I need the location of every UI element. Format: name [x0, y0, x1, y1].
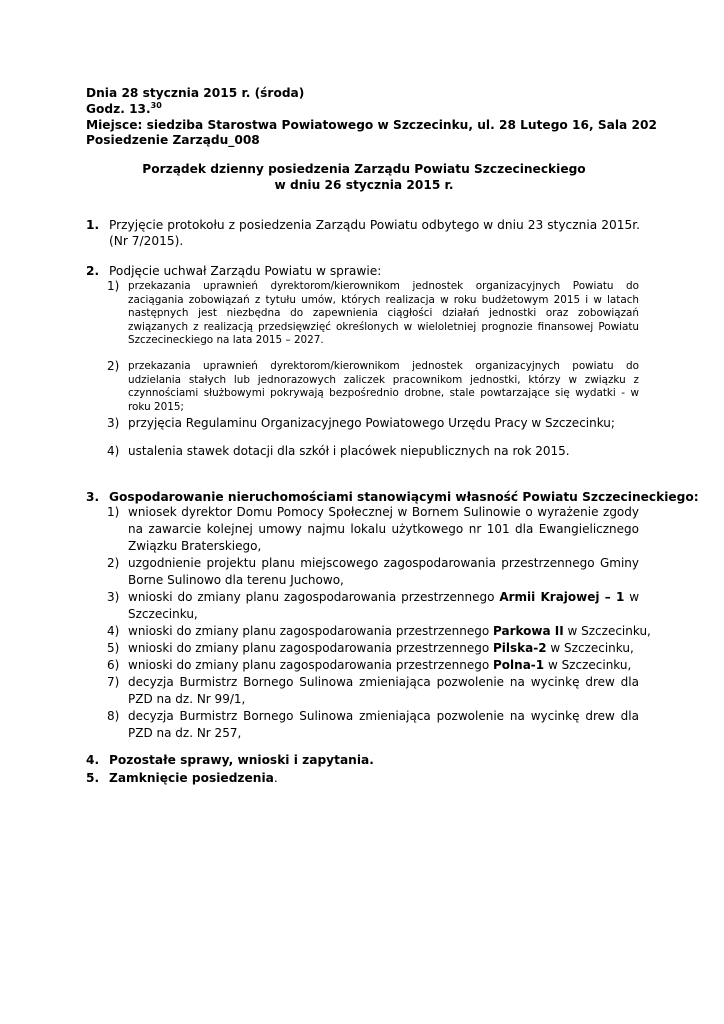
- sub-item-text-post: w Szczecinku,: [128, 590, 640, 621]
- sub-item-number: 1): [107, 279, 120, 293]
- sub-item-text: decyzja Burmistrz Bornego Sulinowa zmieniająca pozwolenie na wycinkę drew dla PZD na dz. Nr 257,: [128, 709, 639, 740]
- sub-item-text-post: w Szczecinku,: [546, 641, 634, 655]
- agenda-item-number: 4.: [86, 753, 100, 767]
- sub-item-text: przekazania uprawnień dyrektorom/kierownikom jednostek organizacyjnych powiatu do udzielania stałych lub jednorazowych zaliczek pracownikom jednostki, którzy w związku z czynnościami służbowymi pokrywają bezpośrednio drobne, stale powtarzające się wydatki - w roku 2015;: [128, 360, 639, 413]
- sub-item-text: uzgodnienie projektu planu miejscowego zagospodarowania przestrzennego Gminy Borne Sulinowo dla terenu Juchowo,: [128, 556, 639, 587]
- property-item-1: [107, 504, 639, 554]
- sub-item-text-pre: wnioski do zmiany planu zagospodarowania przestrzennego: [128, 658, 493, 672]
- sub-item-number: 2): [107, 556, 120, 570]
- sub-item-number: 7): [107, 675, 120, 689]
- agenda-item-text-bold: Zamknięcie posiedzenia: [109, 771, 274, 785]
- property-item-6: [107, 657, 639, 674]
- agenda-item-number: 1.: [86, 218, 100, 232]
- sub-item-text-pre: wnioski do zmiany planu zagospodarowania przestrzennego: [128, 641, 493, 655]
- agenda-item-4: [86, 752, 640, 768]
- agenda-item-text: [109, 770, 640, 786]
- resolution-item-1: [107, 280, 639, 348]
- agenda-item-5: [86, 770, 640, 786]
- resolution-item-2: [107, 360, 639, 414]
- sub-item-text: przyjęcia Regulaminu Organizacyjnego Powiatowego Urzędu Pracy w Szczecinku;: [128, 416, 615, 430]
- agenda-item-text: Pozostałe sprawy, wnioski i zapytania.: [109, 753, 374, 767]
- sub-item-number: 2): [107, 359, 120, 373]
- sub-item-text: [128, 623, 651, 640]
- agenda-item-text: Przyjęcie protokołu z posiedzenia Zarządu Powiatu odbytego w dniu 23 stycznia 2015r. (Nr 7/2015).: [109, 218, 640, 248]
- sub-item-number: 6): [107, 658, 120, 672]
- plan-name: Polna-1: [493, 658, 545, 672]
- meeting-time-label: Godz. 13.: [86, 101, 151, 116]
- sub-item-number: 3): [107, 416, 120, 430]
- agenda-item-1: [86, 217, 640, 249]
- meeting-number: Posiedzenie Zarządu_008: [86, 133, 260, 148]
- sub-item-text-post: w Szczecinku,: [563, 624, 651, 638]
- property-item-8: [107, 708, 639, 742]
- agenda-item-text: Podjęcie uchwał Zarządu Powiatu w sprawie:: [109, 264, 382, 278]
- agenda-item-3: [86, 489, 699, 505]
- sub-item-text: [128, 657, 639, 674]
- sub-item-number: 3): [107, 590, 120, 604]
- property-item-3: [107, 589, 639, 623]
- property-item-5: [107, 640, 639, 657]
- property-item-2: [107, 555, 639, 589]
- meeting-time: [86, 102, 657, 118]
- agenda-item-trail: .: [273, 771, 278, 785]
- meeting-place: Miejsce: siedziba Starostwa Powiatowego w Szczecinku, ul. 28 Lutego 16, Sala 202: [86, 117, 657, 132]
- sub-item-text: decyzja Burmistrz Bornego Sulinowa zmieniająca pozwolenie na wycinkę drew dla PZD na dz. Nr 99/1,: [128, 675, 639, 706]
- property-item-4: [107, 623, 651, 640]
- sub-item-text-post: w Szczecinku,: [544, 658, 632, 672]
- agenda-title: [86, 162, 642, 194]
- resolution-item-4: [107, 443, 639, 460]
- plan-name: Armii Krajowej – 1: [499, 590, 625, 604]
- agenda-title-line2: w dniu 26 stycznia 2015 r.: [274, 177, 454, 192]
- sub-item-text: przekazania uprawnień dyrektorom/kierownikom jednostek organizacyjnych Powiatu do zaciągania zobowiązań z tytułu umów, których realizacja w roku budżetowym 2015 i w latach następnych jest niezbędna do zapewnienia ciągłości działań jednostki oraz zobowiązań związanych z realizacją przedsięwzięć określonych w wieloletniej prognozie finansowej Powiatu Szczecineckiego na lata 2015 – 2027.: [128, 280, 639, 346]
- sub-item-text: [128, 589, 639, 623]
- meeting-time-minutes: 30: [150, 100, 162, 110]
- sub-item-text-pre: wnioski do zmiany planu zagospodarowania przestrzennego: [128, 590, 500, 604]
- sub-item-number: 4): [107, 444, 120, 458]
- plan-name: Parkowa II: [493, 624, 564, 638]
- sub-item-text: ustalenia stawek dotacji dla szkół i placówek niepublicznych na rok 2015.: [128, 444, 570, 458]
- sub-item-number: 1): [107, 505, 120, 519]
- property-item-7: [107, 674, 639, 708]
- sub-item-number: 4): [107, 624, 120, 638]
- meeting-header: [86, 86, 657, 149]
- agenda-item-number: 3.: [86, 490, 100, 504]
- resolution-item-3: [107, 415, 639, 432]
- agenda-item-text: Gospodarowanie nieruchomościami stanowiącymi własność Powiatu Szczecineckiego:: [109, 490, 699, 504]
- sub-item-text: [128, 640, 639, 657]
- sub-item-number: 8): [107, 709, 120, 723]
- plan-name: Pilska-2: [493, 641, 547, 655]
- sub-item-number: 5): [107, 641, 120, 655]
- agenda-item-number: 2.: [86, 264, 100, 278]
- agenda-item-2: [86, 263, 640, 279]
- agenda-title-line1: Porządek dzienny posiedzenia Zarządu Powiatu Szczecineckiego: [142, 162, 586, 176]
- sub-item-text-pre: wnioski do zmiany planu zagospodarowania przestrzennego: [128, 624, 493, 638]
- sub-item-text: wniosek dyrektor Domu Pomocy Społecznej w Bornem Sulinowie o wyrażenie zgody na zawarcie kolejnej umowy najmu lokalu użytkowego nr 101 dla Ewangielicznego Związku Braterskiego,: [128, 505, 639, 553]
- meeting-date: Dnia 28 stycznia 2015 r. (środa): [86, 86, 305, 100]
- agenda-item-number: 5.: [86, 771, 100, 785]
